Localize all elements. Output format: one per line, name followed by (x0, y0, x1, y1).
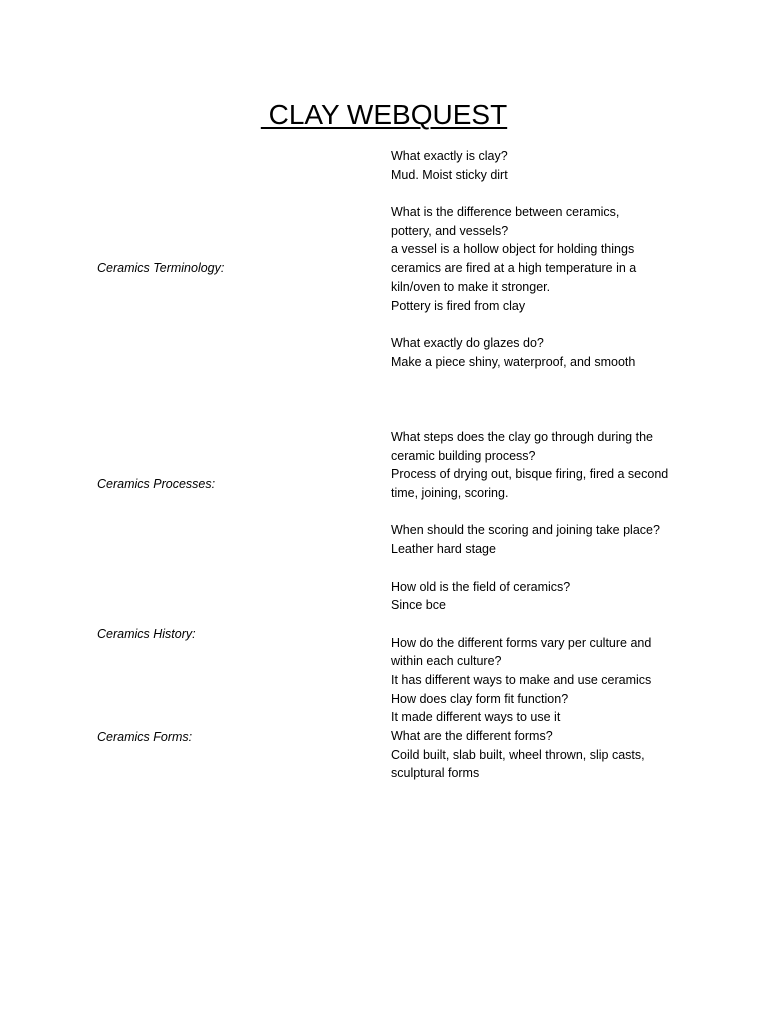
answer-line: time, joining, scoring. (391, 486, 509, 501)
answer-line: How old is the field of ceramics? (391, 579, 571, 594)
answer-line: Since bce (391, 598, 446, 613)
answer-line: Leather hard stage (391, 542, 496, 557)
section-label-history: Ceramics History: (97, 627, 196, 641)
answer-line: What is the difference between ceramics, (391, 205, 620, 220)
answer-line: What exactly do glazes do? (391, 335, 544, 350)
answer-line: Pottery is fired from clay (391, 298, 526, 313)
answer-line: a vessel is a hollow object for holding things (391, 242, 635, 257)
answer-line: How does clay form fit function? (391, 691, 569, 706)
answer-line: ceramics are fired at a high temperature in a (391, 261, 637, 276)
blank-line (391, 615, 691, 634)
answers-processes-block (391, 428, 691, 783)
answer-line: Process of drying out, bisque firing, fired a second (391, 467, 669, 482)
document-title: CLAY WEBQUEST (260, 99, 508, 130)
answer-line: How do the different forms vary per culture and (391, 635, 652, 650)
answer-line: Mud. Moist sticky dirt (391, 167, 508, 182)
answer-line: kiln/oven to make it stronger. (391, 279, 551, 294)
answer-line: It made different ways to use it (391, 710, 561, 725)
answer-line: Make a piece shiny, waterproof, and smooth (391, 354, 636, 369)
answer-line: What are the different forms? (391, 729, 553, 743)
answer-line: When should the scoring and joining take place? (391, 523, 660, 538)
blank-line (391, 315, 691, 334)
section-label-terminology: Ceramics Terminology: (97, 261, 225, 275)
answer-line: ceramic building process? (391, 448, 536, 463)
answers-terminology-block (391, 147, 691, 371)
answer-line: It has different ways to make and use ceramics (391, 672, 652, 687)
section-label-processes: Ceramics Processes: (97, 477, 216, 491)
blank-line (391, 503, 691, 522)
blank-line (391, 184, 691, 203)
answer-line: within each culture? (391, 654, 502, 669)
answer-line: What exactly is clay? (391, 149, 508, 163)
section-label-forms: Ceramics Forms: (97, 730, 193, 744)
blank-line (391, 559, 691, 578)
answer-line: Coild built, slab built, wheel thrown, slip casts, (391, 747, 645, 762)
answer-line: pottery, and vessels? (391, 223, 509, 238)
answer-line: sculptural forms (391, 766, 480, 781)
answer-line: What steps does the clay go through during the (391, 430, 653, 444)
